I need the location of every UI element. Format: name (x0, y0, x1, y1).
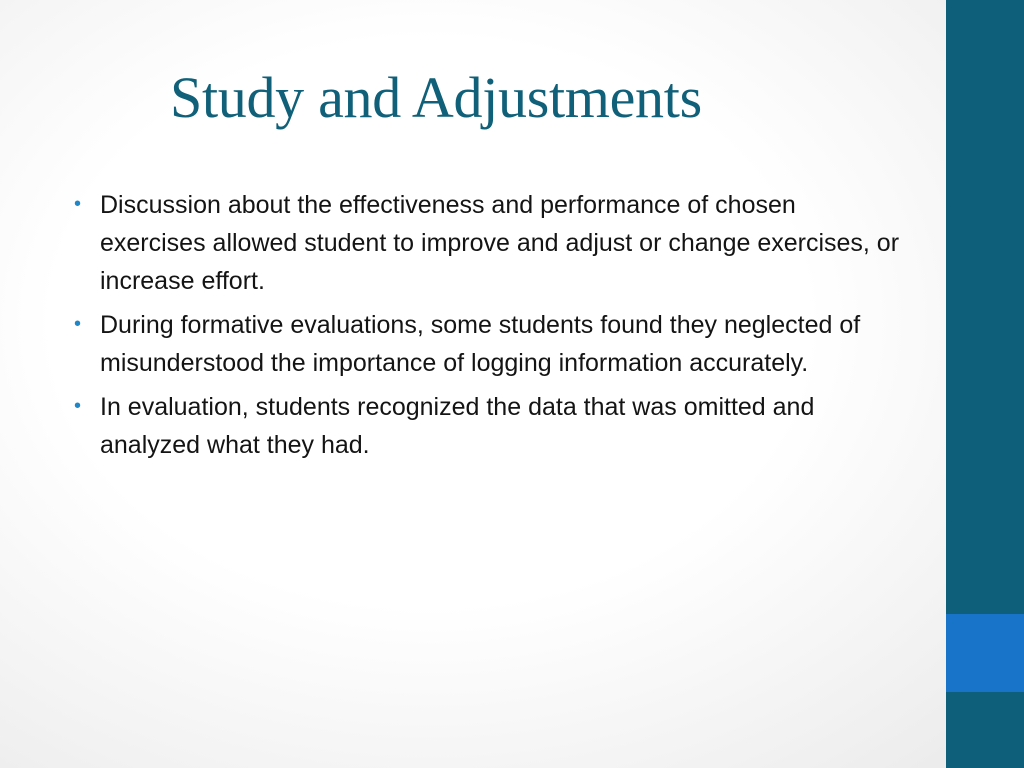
bullet-marker-icon: • (74, 395, 82, 417)
bullet-marker-icon: • (74, 313, 82, 335)
bullet-item (74, 186, 904, 300)
bullet-item (74, 388, 904, 464)
bullet-text: In evaluation, students recognized the data that was omitted and analyzed what they had. (100, 393, 815, 459)
bullet-text: Discussion about the effectiveness and performance of chosen exercises allowed student to improve and adjust or change exercises, or increase effort. (100, 191, 900, 295)
side-accent-block (946, 614, 1024, 692)
bullet-text: During formative evaluations, some students found they neglected of misunderstood the importance of logging information accurately. (100, 311, 861, 377)
bullet-list (74, 186, 904, 470)
slide-title: Study and Adjustments (170, 65, 702, 130)
bullet-item (74, 306, 904, 382)
bullet-marker-icon: • (74, 193, 82, 215)
